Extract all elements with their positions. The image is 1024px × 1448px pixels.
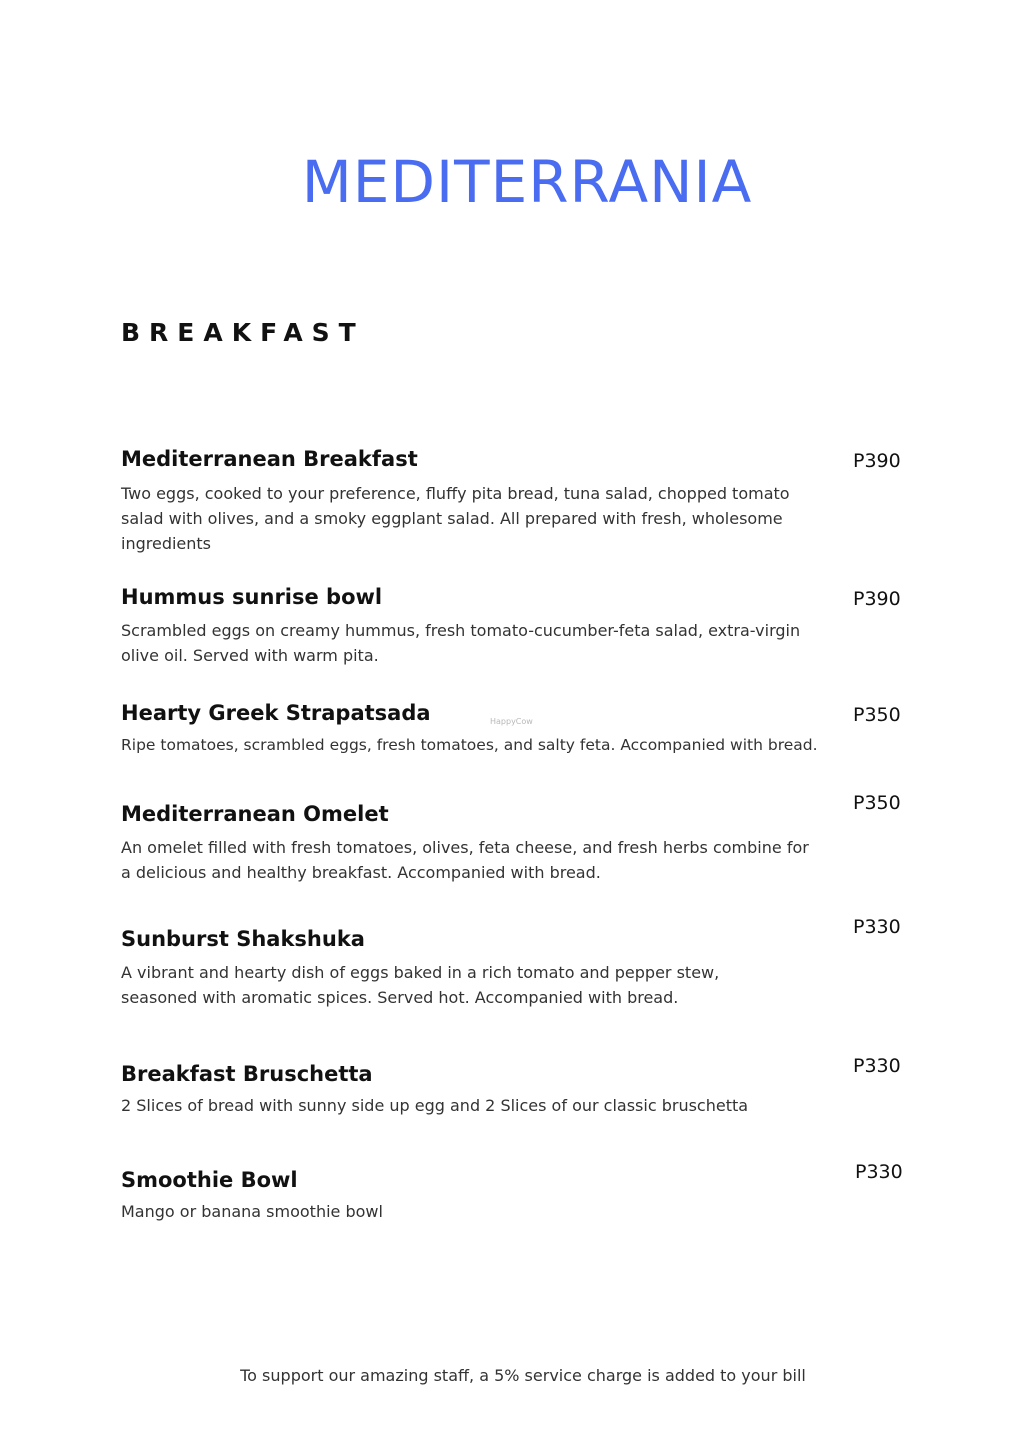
menu-item-description: 2 Slices of bread with sunny side up egg and 2 Slices of our classic bruschetta (121, 1096, 749, 1115)
section-heading-breakfast: BREAKFAST (121, 318, 365, 347)
restaurant-title: MEDITERRANIA (301, 148, 753, 216)
menu-item-name: Sunburst Shakshuka (121, 927, 365, 951)
menu-item-name: Mediterranean Breakfast (121, 447, 418, 471)
menu-item-price: P330 (855, 1161, 903, 1183)
menu-item-name: Hearty Greek Strapatsada (121, 701, 431, 725)
menu-item-price: P330 (853, 1055, 901, 1077)
menu-item-description: Mango or banana smoothie bowl (121, 1202, 383, 1221)
menu-item-description: Ripe tomatoes, scrambled eggs, fresh tomatoes, and salty feta. Accompanied with bread. (121, 736, 818, 754)
menu-item-name: Smoothie Bowl (121, 1168, 298, 1192)
menu-item-price: P350 (853, 704, 901, 726)
menu-item-price: P390 (853, 450, 901, 472)
service-charge-note: To support our amazing staff, a 5% service charge is added to your bill (240, 1366, 806, 1385)
menu-item-name: Mediterranean Omelet (121, 802, 389, 826)
menu-item-description: Scrambled eggs on creamy hummus, fresh tomato-cucumber-feta salad, extra-virgin olive oil. Served with warm pita. (121, 621, 801, 665)
menu-item-price: P350 (853, 792, 901, 814)
menu-item-price: P390 (853, 588, 901, 610)
menu-item-name: Hummus sunrise bowl (121, 585, 383, 609)
menu-item-price: P330 (853, 916, 901, 938)
menu-item-name: Breakfast Bruschetta (121, 1062, 373, 1086)
menu-item-description: A vibrant and hearty dish of eggs baked in a rich tomato and pepper stew, seasoned with aromatic spices. Served hot. Accompanied with bread. (121, 963, 720, 1007)
happycow-watermark: HappyCow (490, 717, 533, 726)
menu-item-description: An omelet filled with fresh tomatoes, olives, feta cheese, and fresh herbs combine for a delicious and healthy breakfast. Accompanied with bread. (121, 838, 809, 882)
menu-item-description: Two eggs, cooked to your preference, fluffy pita bread, tuna salad, chopped tomato salad with olives, and a smoky eggplant salad. All prepared with fresh, wholesome ingredients (121, 484, 790, 553)
